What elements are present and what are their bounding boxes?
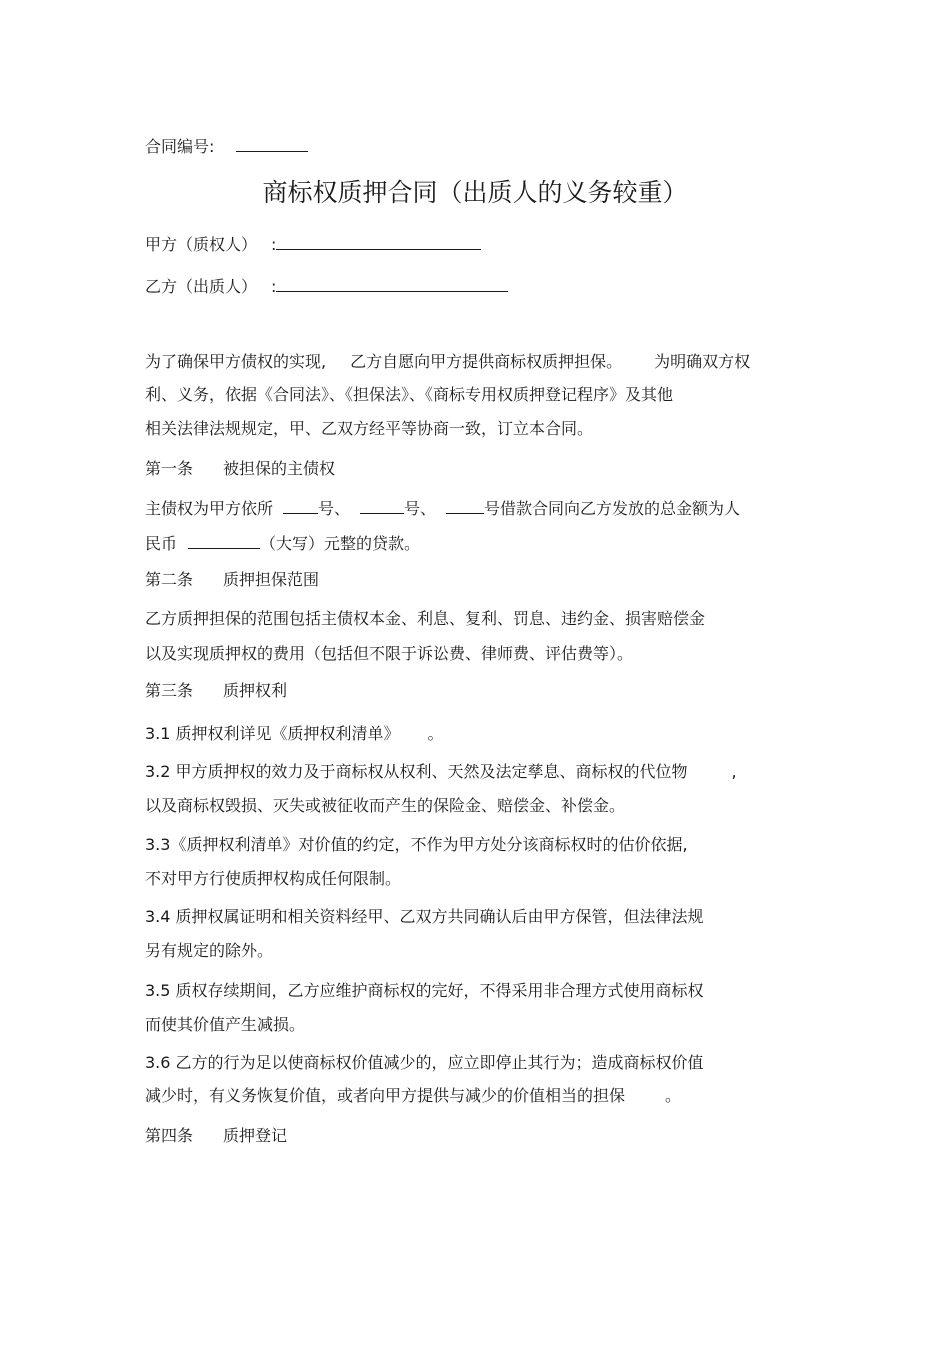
party-a-colon: : [271, 235, 277, 254]
clause-text: 3.1 质押权利详见《质押权利清单》 [145, 724, 400, 743]
preamble-text: 为了确保甲方债权的实现, [145, 352, 327, 371]
article-text: （大写）元整的贷款。 [260, 534, 421, 553]
article-4-heading [145, 1126, 287, 1146]
article-1-line-1 [145, 497, 740, 519]
article-3-heading [145, 681, 287, 701]
article-number: 第一条 [145, 459, 194, 478]
article-text: 主债权为甲方依所 [145, 499, 274, 518]
preamble-text: 为明确双方权 [654, 352, 751, 371]
clause-text: 。 [427, 724, 444, 743]
clause-text: 减少时，有义务恢复价值，或者向甲方提供与减少的价值相当的担保 [145, 1086, 626, 1105]
clause-3-1 [145, 724, 444, 744]
party-a-label: 甲方（质权人） [145, 235, 258, 254]
party-b-line [145, 275, 508, 297]
preamble-line-2: 利、义务，依据《合同法》、《担保法》、《商标专用权质押登记程序》及其他 [145, 385, 674, 404]
clause-3-3-line-1: 3.3《质押权利清单》对价值的约定，不作为甲方处分该商标权时的估价依据, [145, 835, 688, 854]
article-text: 号、 [318, 499, 351, 518]
article-text: 号、 [404, 499, 437, 518]
article-number: 第三条 [145, 681, 194, 700]
loan-contract-no-blank-3[interactable] [446, 497, 484, 514]
clause-3-4-line-1: 3.4 质押权属证明和相关资料经甲、乙双方共同确认后由甲方保管，但法律法规 [145, 907, 704, 926]
party-b-label: 乙方（出质人） [145, 277, 258, 296]
clause-3-2-line-2: 以及商标权毁损、灭失或被征收而产生的保险金、赔偿金、补偿金。 [145, 796, 626, 815]
article-2-line-2: 以及实现质押权的费用（包括但不限于诉讼费、律师费、评估费等）。 [145, 644, 634, 663]
article-1-line-2 [145, 532, 420, 554]
clause-text: , [731, 762, 737, 781]
article-number: 第四条 [145, 1126, 194, 1145]
clause-3-2-line-1 [145, 762, 737, 782]
loan-contract-no-blank-1[interactable] [283, 497, 318, 514]
preamble-line-3: 相关法律法规规定，甲、乙双方经平等协商一致，订立本合同。 [145, 419, 594, 438]
contract-number-label: 合同编号: [145, 137, 215, 156]
page-title: 商标权质押合同（出质人的义务较重） [262, 178, 688, 207]
article-title: 质押权利 [223, 681, 288, 700]
article-text: 民币 [145, 534, 178, 553]
preamble-line-1 [145, 352, 750, 372]
clause-3-6-line-2 [145, 1086, 681, 1106]
article-number: 第二条 [145, 570, 194, 589]
party-b-blank[interactable] [276, 275, 508, 292]
preamble-text: 乙方自愿向甲方提供商标权质押担保。 [350, 352, 623, 371]
article-title: 质押登记 [223, 1126, 288, 1145]
article-1-heading [145, 459, 335, 479]
loan-contract-no-blank-2[interactable] [360, 497, 404, 514]
clause-3-3-line-2: 不对甲方行使质押权构成任何限制。 [145, 869, 402, 888]
article-title: 被担保的主债权 [223, 459, 336, 478]
clause-3-5-line-1: 3.5 质权存续期间，乙方应维护商标权的完好，不得采用非合理方式使用商标权 [145, 981, 704, 1000]
party-a-blank[interactable] [276, 233, 481, 250]
clause-text: 3.2 甲方质押权的效力及于商标权从权利、天然及法定孳息、商标权的代位物 [145, 762, 688, 781]
loan-amount-blank[interactable] [188, 532, 260, 549]
contract-number-blank[interactable] [236, 135, 308, 152]
article-title: 质押担保范围 [223, 570, 320, 589]
article-2-heading [145, 570, 319, 590]
article-text: 号借款合同向乙方发放的总金额为人 [484, 499, 741, 518]
clause-3-5-line-2: 而使其价值产生减损。 [145, 1015, 306, 1034]
clause-3-6-line-1: 3.6 乙方的行为足以使商标权价值减少的，应立即停止其行为；造成商标权价值 [145, 1053, 704, 1072]
clause-3-4-line-2: 另有规定的除外。 [145, 941, 274, 960]
party-a-line [145, 233, 481, 255]
contract-number-line [145, 135, 308, 157]
party-b-colon: : [271, 277, 277, 296]
clause-text: 。 [665, 1086, 682, 1105]
article-2-line-1: 乙方质押担保的范围包括主债权本金、利息、复利、罚息、违约金、损害赔偿金 [145, 609, 706, 628]
